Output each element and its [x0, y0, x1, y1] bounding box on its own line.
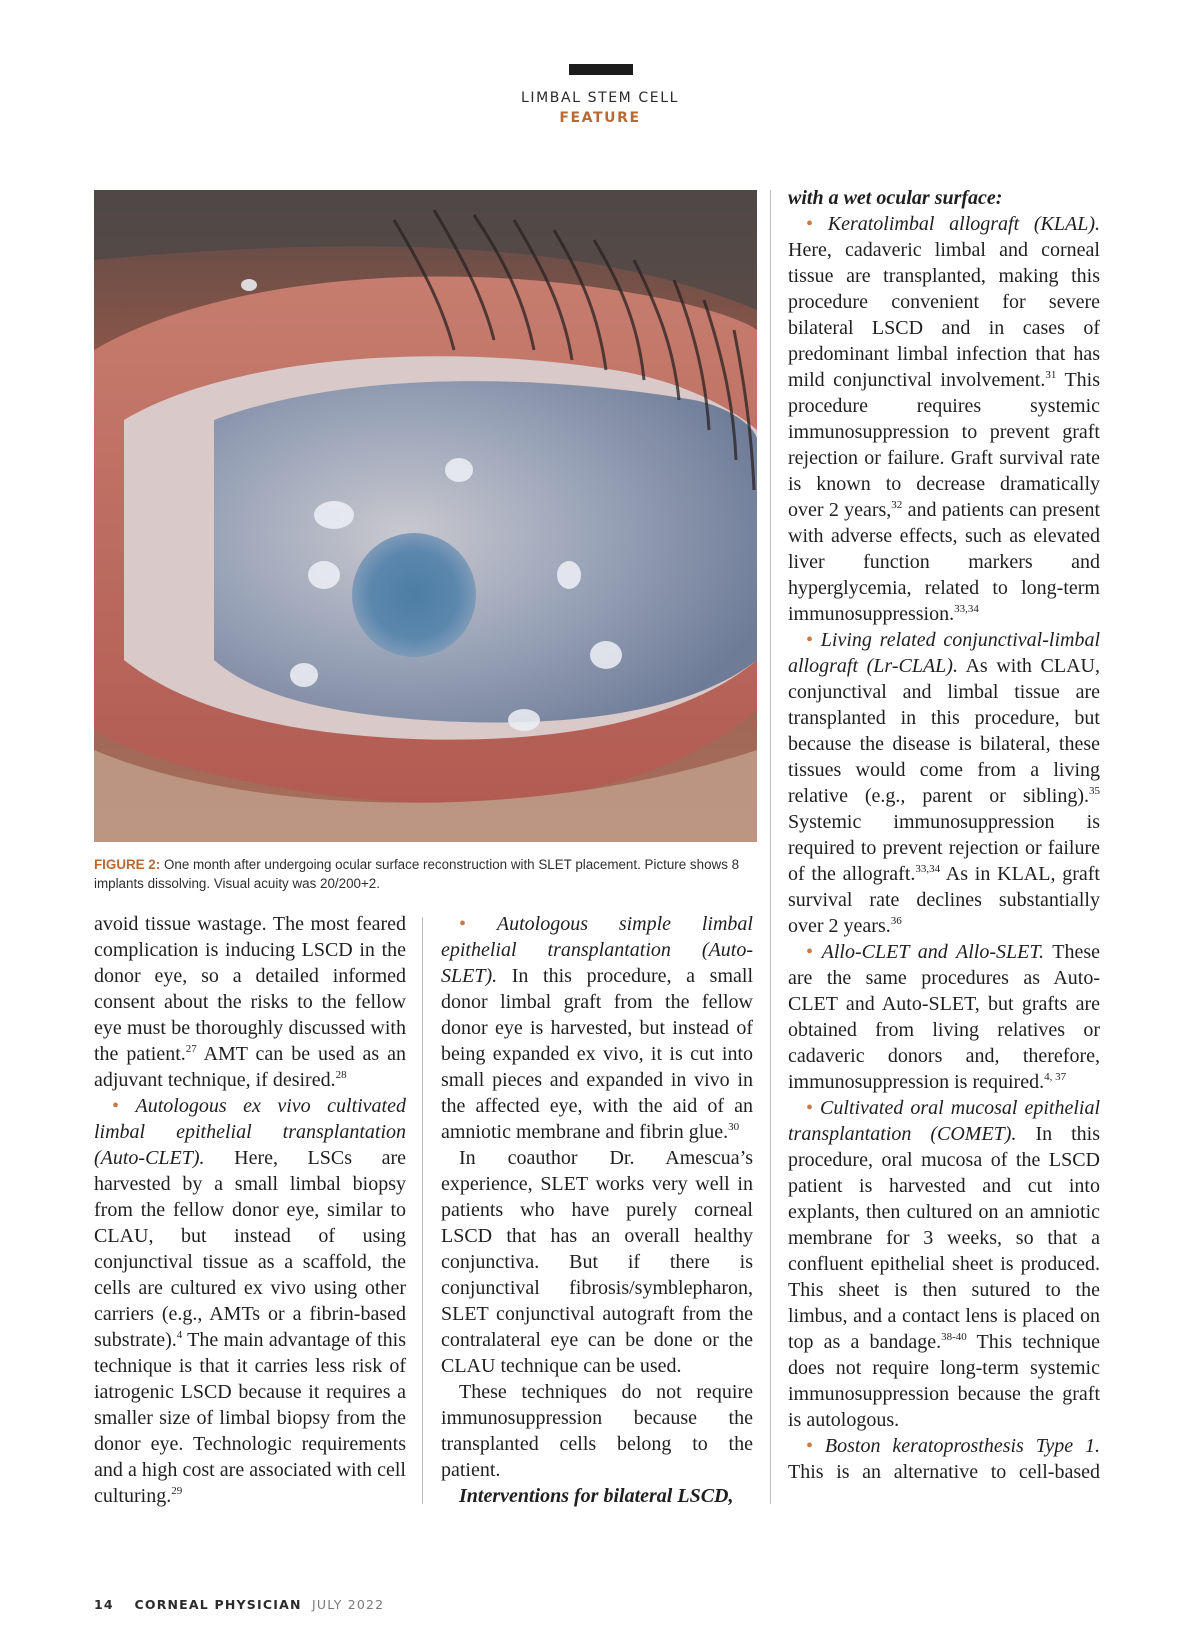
bullet: •: [806, 629, 814, 651]
paragraph: [788, 185, 1100, 211]
paragraph-text: These are the same procedures as Auto-CLET and Auto-SLET, but grafts are obtained from living relatives or cadaveric donors and, therefore, immunosuppression is required.: [788, 941, 1100, 1093]
paragraph-text: Here, cadaveric limbal and corneal tissue are transplanted, making this procedure convenient for severe bilateral LSCD and in cases of predominant limbal infection that has mild conjunctival involvement.: [788, 239, 1100, 391]
paragraph-text: In this procedure, a small donor limbal graft from the fellow donor eye is harvested, but instead of being expanded ex vivo, it is cut into small pieces and expanded in vivo in the affected eye, with the aid of an amniotic membrane and fibrin glue.: [441, 965, 753, 1143]
figure-caption-text: One month after undergoing ocular surface reconstruction with SLET placement. Picture shows 8 implants dissolving. Visual acuity was 20/200+2.: [94, 857, 740, 891]
subheading: Autologous ex vivo cultivated limbal epithelial transplantation (Auto-CLET).: [94, 1095, 406, 1169]
paragraph-text: This technique does not require long-term systemic immunosuppression because the graft is autologous.: [788, 1331, 1100, 1431]
reference: 31: [1045, 369, 1057, 381]
reference: 33,34: [954, 603, 979, 615]
subheading: Allo-CLET and Allo-SLET.: [821, 941, 1044, 963]
paragraph: These techniques do not require immunosuppression because the transplanted cells belong to the patient.: [441, 1381, 753, 1481]
journal-name: CORNEAL PHYSICIAN: [134, 1597, 302, 1612]
figure-label: FIGURE 2:: [94, 857, 161, 872]
text-column-3: [788, 185, 1100, 1485]
paragraph: [788, 211, 1100, 627]
column-rule-left: [422, 917, 423, 1504]
header-bar: [569, 64, 633, 75]
paragraph: [94, 1093, 406, 1509]
paragraph: [94, 911, 406, 1093]
section-subtitle: FEATURE: [559, 110, 641, 126]
reference: 27: [185, 1043, 197, 1055]
subheading: Autologous simple limbal epithelial transplantation (Auto-SLET).: [441, 913, 753, 987]
paragraph: [788, 939, 1100, 1095]
paragraph-text: The main advantage of this technique is that it carries less risk of iatrogenic LSCD because it requires a smaller size of limbal biopsy from the donor eye. Technologic requirements and a high cost are associated with cell culturing.: [94, 1329, 406, 1507]
paragraph-text: This is an alternative to cell-based: [788, 1461, 1100, 1483]
paragraph: [441, 1483, 753, 1509]
reference: 35: [1089, 785, 1100, 797]
bullet: •: [806, 941, 814, 963]
reference: 4: [176, 1329, 183, 1341]
reference: 28: [335, 1069, 347, 1081]
text-column-1: [94, 911, 406, 1509]
reference: 30: [728, 1121, 740, 1133]
paragraph: In coauthor Dr. Amescua’s experience, SLET works very well in patients who have purely corneal LSCD that has an overall healthy conjunctiva. But if there is conjunctival fibrosis/symblepharon, SLET conjunctival autograft from the contralateral eye can be done or the CLAU technique can be used.: [441, 1147, 753, 1377]
paragraph-text: Systemic immunosuppression is required to prevent rejection or failure of the allograft.: [788, 811, 1100, 885]
paragraph-text: As in KLAL, graft survival rate declines substantially over 2 years.: [788, 863, 1100, 937]
reference: 32: [891, 499, 903, 511]
paragraph: [788, 1095, 1100, 1433]
subheading: with a wet ocular surface:: [788, 187, 1003, 209]
paragraph-text: AMT can be used as an adjuvant technique, if desired.: [94, 1043, 406, 1091]
text-column-2: [441, 911, 753, 1509]
page-footer: [94, 1597, 384, 1612]
column-rule-right: [770, 190, 771, 1504]
subheading: Cultivated oral mucosal epithelial transplantation (COMET).: [788, 1097, 1100, 1145]
page-number: 14: [94, 1597, 114, 1612]
paragraph-text: Here, LSCs are harvested by a small limbal biopsy from the fellow donor eye, similar to CLAU, but instead of using conjunctival tissue as a scaffold, the cells are cultured ex vivo using other carriers (e.g., AMTs or a fibrin-based substrate).: [94, 1147, 406, 1351]
bullet: •: [459, 913, 467, 935]
eye-photo: [94, 190, 757, 842]
subheading: Living related conjunctival-limbal allograft (Lr-CLAL).: [788, 629, 1101, 677]
bullet: •: [806, 1435, 814, 1457]
bullet: •: [806, 1097, 814, 1119]
section-title: LIMBAL STEM CELL: [520, 90, 680, 106]
reference: 36: [890, 915, 902, 927]
reference: 38-40: [941, 1331, 967, 1343]
reference: 4, 37: [1044, 1071, 1067, 1083]
paragraph: [788, 1433, 1100, 1485]
paragraph-text: and patients can present with adverse effects, such as elevated liver function markers and hyperglycemia, related to long-term immunosuppression.: [788, 499, 1101, 625]
bullet: •: [806, 213, 814, 235]
paragraph-text: avoid tissue wastage. The most feared complication is inducing LSCD in the donor eye, so a detailed informed consent about the risks to the fellow eye must be thoroughly discussed with the patient.: [94, 913, 406, 1065]
paragraph-text: This procedure requires systemic immunosuppression to prevent graft rejection or failure. Graft survival rate is known to decrease dramatically over 2 years,: [788, 369, 1100, 521]
issue-date: JULY 2022: [311, 1597, 385, 1612]
paragraph: [441, 911, 753, 1145]
figure-caption: [94, 855, 757, 893]
paragraph: [788, 627, 1100, 939]
subheading: Keratolimbal allograft (KLAL).: [827, 213, 1101, 235]
subheading: Boston keratoprosthesis Type 1.: [824, 1435, 1100, 1457]
bullet: •: [112, 1095, 120, 1117]
reference: 33,34: [915, 863, 941, 875]
paragraph-text: As with CLAU, conjunctival and limbal tissue are transplanted in this procedure, but because the disease is bilateral, these tissues would come from a living relative (e.g., parent or sibling).: [788, 655, 1100, 807]
subheading: Interventions for bilateral LSCD,: [459, 1485, 734, 1507]
reference: 29: [171, 1485, 183, 1497]
paragraph-text: In this procedure, oral mucosa of the LSCD patient is harvested and cut into explants, then cultured on an amniotic membrane for 3 weeks, so that a confluent epithelial sheet is produced. This sheet is then sutured to the limbus, and a contact lens is placed on top as a bandage.: [788, 1123, 1100, 1353]
